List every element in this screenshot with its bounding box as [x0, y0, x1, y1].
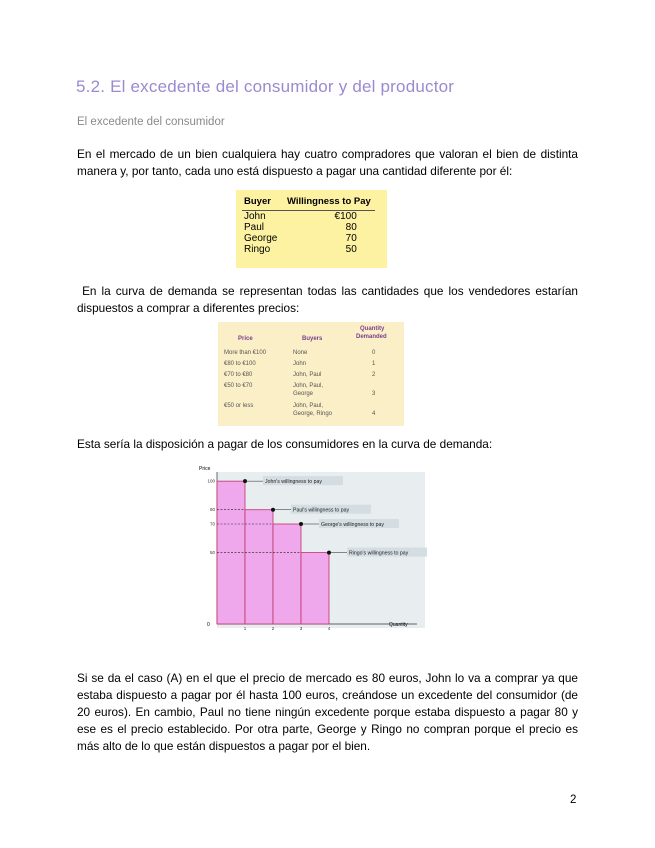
table-cell: 80 — [345, 222, 357, 233]
table-row — [242, 222, 375, 233]
table-cell: €70 to €80 — [224, 372, 253, 378]
table-cell: None — [293, 350, 308, 356]
chart-bar — [245, 510, 273, 624]
table-row — [242, 211, 375, 223]
annotation-label: George's willingness to pay — [321, 522, 384, 528]
annotation-label: John's willingness to pay — [265, 479, 322, 486]
table-header: Price — [238, 336, 253, 342]
table-cell: 1 — [372, 361, 376, 367]
table-row — [242, 233, 375, 244]
paragraph-surplus-explanation: Si se da el caso (A) en el que el precio de mercado es 80 euros, John lo va a comprar ya que estaba dispuesto a pagar por él hasta 100 euros, creándose un excedente del consumidor (de 20 euros). En cambio, Paul no tiene ningún excedente porque estaba dispuesto a pagar 80 y ese es el precio establecido. Por otra parte, George y Ringo no compran porque el precio es más alto de lo que están dispuestos a pagar por el bien. — [77, 671, 578, 753]
section-heading: 5.2. El excedente del consumidor y del productor — [76, 77, 455, 96]
table-cell: John — [244, 211, 266, 222]
x-tick-label: 4 — [327, 626, 331, 631]
demand-schedule-table — [218, 322, 404, 426]
paragraph-demand-curve: En la curva de demanda se representan todas las cantidades que los vendedores estarían dispuestos a comprar a diferentes precios: — [77, 284, 578, 315]
chart-bar — [273, 524, 301, 624]
willingness-to-pay-chart — [197, 464, 427, 632]
table-row — [242, 244, 375, 255]
y-tick-label: 50 — [209, 550, 215, 556]
table-cell: George — [293, 391, 314, 397]
x-tick-label: 3 — [299, 626, 303, 631]
table-cell: €50 to €70 — [224, 383, 253, 389]
x-tick-label: 2 — [271, 626, 275, 631]
y-axis-label: Price — [199, 466, 211, 472]
x-axis-label: Quantity — [389, 622, 408, 628]
table-header: Demanded — [356, 334, 387, 340]
chart-point — [271, 508, 275, 512]
table-cell: 70 — [345, 233, 357, 244]
y-tick-label: 80 — [209, 507, 215, 513]
table-cell: John, Paul — [293, 372, 322, 378]
table-header: Willingness to Pay — [285, 196, 375, 211]
table-cell: John, Paul, — [293, 403, 324, 409]
x-tick-label: 1 — [243, 626, 247, 631]
table-cell: Ringo — [244, 244, 271, 255]
chart-bar — [301, 553, 329, 624]
page-number: 2 — [570, 794, 577, 806]
table-cell: 3 — [372, 391, 376, 397]
chart-point — [243, 479, 247, 483]
chart-point — [327, 551, 331, 555]
paragraph-intro: En el mercado de un bien cualquiera hay cuatro compradores que valoran el bien de distinta manera y, por tanto, cada uno está dispuesto a pagar una cantidad diferente por él: — [77, 147, 578, 178]
annotation-label: Ringo's willingness to pay — [349, 550, 409, 557]
origin-label: 0 — [207, 622, 210, 628]
table-cell: More than €100 — [224, 350, 267, 356]
table-header: Quantity — [360, 326, 385, 332]
chart-point — [299, 522, 303, 526]
y-tick-label: 100 — [207, 478, 215, 484]
table-cell: €100 — [334, 211, 357, 222]
table-header: Buyer — [242, 196, 285, 211]
subsection-heading: El excedente del consumidor — [77, 116, 225, 128]
willingness-to-pay-table — [236, 190, 387, 268]
table-cell: 0 — [372, 350, 376, 356]
table-cell: Paul — [244, 222, 265, 233]
table-cell: €80 to €100 — [224, 361, 256, 367]
table-cell: 4 — [372, 411, 376, 417]
table-cell: John — [293, 361, 307, 367]
paragraph-willingness-curve: Esta sería la disposición a pagar de los consumidores en la curva de demanda: — [77, 437, 493, 451]
table-cell: George — [244, 233, 278, 244]
y-tick-label: 70 — [209, 521, 215, 527]
table-cell: 2 — [372, 372, 376, 378]
table-cell: 50 — [345, 244, 357, 255]
annotation-label: Paul's willingness to pay — [293, 507, 350, 514]
table-cell: John, Paul, — [293, 383, 324, 389]
table-cell: George, Ringo — [293, 411, 333, 417]
table-header: Buyers — [302, 336, 323, 342]
table-cell: €50 or less — [224, 403, 254, 409]
